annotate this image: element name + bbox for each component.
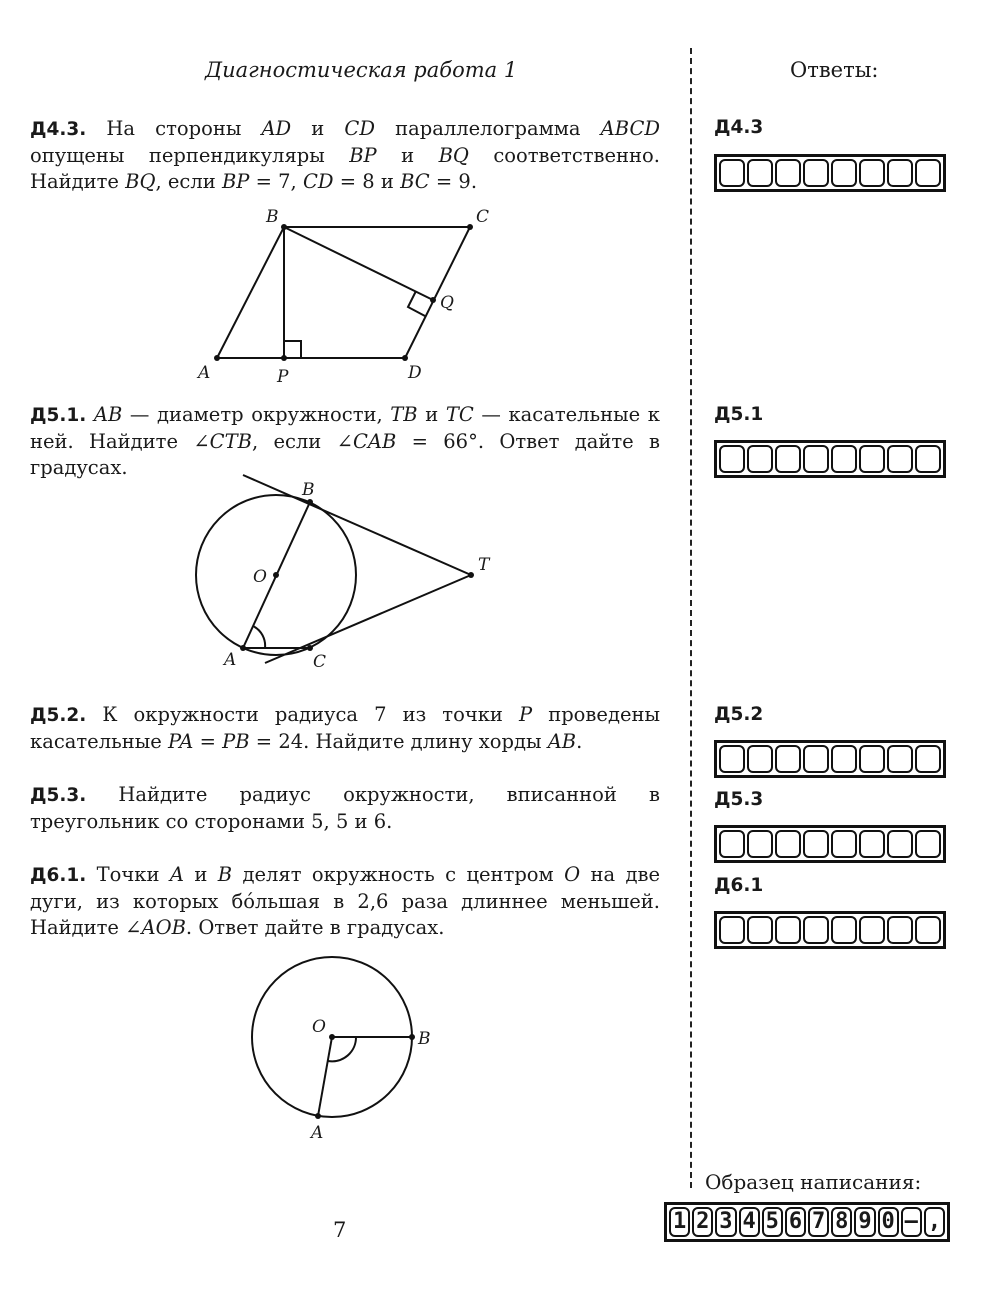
answer-cell[interactable]	[831, 159, 857, 187]
problem-number: Д4.3.	[30, 119, 87, 140]
answer-label-d5-1: Д5.1	[714, 404, 764, 425]
label-a: A	[224, 650, 237, 670]
answer-label-d4-3: Д4.3	[714, 117, 764, 138]
answer-cell[interactable]	[859, 916, 885, 944]
answer-cell[interactable]	[831, 830, 857, 858]
answer-cell[interactable]	[775, 445, 801, 473]
sample-char: 8	[831, 1207, 852, 1237]
sample-char: 6	[785, 1207, 806, 1237]
sample-char: 9	[854, 1207, 875, 1237]
label-b: B	[418, 1029, 431, 1049]
answers-column-title: Ответы:	[790, 58, 879, 82]
sample-char: –	[901, 1207, 922, 1237]
answer-box-d5-3[interactable]	[714, 825, 946, 863]
answer-cell[interactable]	[803, 159, 829, 187]
answer-label-d5-3: Д5.3	[714, 789, 764, 810]
sample-char: 2	[692, 1207, 713, 1237]
problem-d4-3: Д4.3. На стороны AD и CD параллелограмма ABCD опущены перпендикуляры BP и BQ соответственно. Найдите BQ, если BP = 7, CD = 8 и BC = 9.	[30, 117, 661, 193]
sample-writing-box	[664, 1202, 950, 1242]
answer-label-d5-2: Д5.2	[714, 704, 764, 725]
answer-cell[interactable]	[859, 445, 885, 473]
answer-cell[interactable]	[719, 159, 745, 187]
page-header-title: Диагностическая работа 1	[205, 58, 518, 82]
answer-cell[interactable]	[887, 830, 913, 858]
answer-cell[interactable]	[719, 745, 745, 773]
answer-box-d6-1[interactable]	[714, 911, 946, 949]
answer-cell[interactable]	[747, 830, 773, 858]
sample-char: 5	[762, 1207, 783, 1237]
cut-line-divider	[690, 48, 692, 1188]
answer-cell[interactable]	[719, 830, 745, 858]
answer-cell[interactable]	[775, 916, 801, 944]
label-b: B	[266, 207, 279, 227]
answer-cell[interactable]	[803, 830, 829, 858]
problem-d5-2: Д5.2. К окружности радиуса 7 из точки P проведены касательные PA = PB = 24. Найдите длину хорды AB.	[30, 703, 661, 753]
sample-char: 7	[808, 1207, 829, 1237]
label-t: T	[478, 555, 490, 575]
answer-label-d6-1: Д6.1	[714, 875, 764, 896]
label-p: P	[277, 367, 289, 387]
sample-char: 3	[715, 1207, 736, 1237]
answer-cell[interactable]	[775, 745, 801, 773]
problem-d5-1: Д5.1. AB — диаметр окружности, TB и TC — касательные к ней. Найдите ∠CTB, если ∠CAB = 66°. Ответ дайте в градусах.	[30, 403, 660, 479]
problem-number: Д5.3.	[30, 785, 87, 806]
answer-cell[interactable]	[859, 830, 885, 858]
answer-cell[interactable]	[831, 916, 857, 944]
answer-cell[interactable]	[803, 445, 829, 473]
answer-cell[interactable]	[803, 745, 829, 773]
answer-cell[interactable]	[915, 830, 941, 858]
answer-cell[interactable]	[719, 916, 745, 944]
label-o: O	[312, 1017, 326, 1037]
label-b: B	[302, 480, 315, 500]
answer-cell[interactable]	[915, 745, 941, 773]
answer-box-d5-2[interactable]	[714, 740, 946, 778]
answer-cell[interactable]	[803, 916, 829, 944]
answer-cell[interactable]	[915, 916, 941, 944]
answer-cell[interactable]	[915, 445, 941, 473]
label-a: A	[311, 1123, 324, 1143]
answer-box-d4-3[interactable]	[714, 154, 946, 192]
label-o: O	[253, 567, 267, 587]
problem-d5-3: Д5.3. Найдите радиус окружности, вписанной в треугольник со сторонами 5, 5 и 6.	[30, 783, 661, 833]
answer-cell[interactable]	[887, 745, 913, 773]
sample-char: 1	[669, 1207, 690, 1237]
answer-cell[interactable]	[747, 445, 773, 473]
problem-number: Д6.1.	[30, 865, 87, 886]
answer-cell[interactable]	[747, 916, 773, 944]
label-c: C	[313, 652, 327, 672]
page-number: 7	[333, 1218, 347, 1242]
problem-d6-1: Д6.1. Точки A и B делят окружность с центром O на две дуги, из которых бóльшая в 2,6 раза длиннее меньшей. Найдите ∠AOB. Ответ дайте в градусах.	[30, 863, 661, 939]
problem-number: Д5.2.	[30, 705, 87, 726]
label-d: D	[408, 363, 422, 383]
label-a: A	[198, 363, 211, 383]
answer-cell[interactable]	[775, 830, 801, 858]
answer-cell[interactable]	[831, 745, 857, 773]
answer-cell[interactable]	[915, 159, 941, 187]
answer-cell[interactable]	[887, 159, 913, 187]
sample-char: 4	[739, 1207, 760, 1237]
sample-char: 0	[878, 1207, 899, 1237]
answer-cell[interactable]	[719, 445, 745, 473]
answer-cell[interactable]	[859, 159, 885, 187]
sample-char: ,	[924, 1207, 945, 1237]
answer-cell[interactable]	[831, 445, 857, 473]
answer-box-d5-1[interactable]	[714, 440, 946, 478]
answer-cell[interactable]	[747, 745, 773, 773]
problem-number: Д5.1.	[30, 405, 87, 426]
answer-cell[interactable]	[775, 159, 801, 187]
label-q: Q	[440, 293, 454, 313]
answer-cell[interactable]	[747, 159, 773, 187]
sample-writing-label: Образец написания:	[705, 1170, 922, 1194]
answer-cell[interactable]	[859, 745, 885, 773]
label-c: C	[476, 207, 490, 227]
answer-cell[interactable]	[887, 916, 913, 944]
answer-cell[interactable]	[887, 445, 913, 473]
